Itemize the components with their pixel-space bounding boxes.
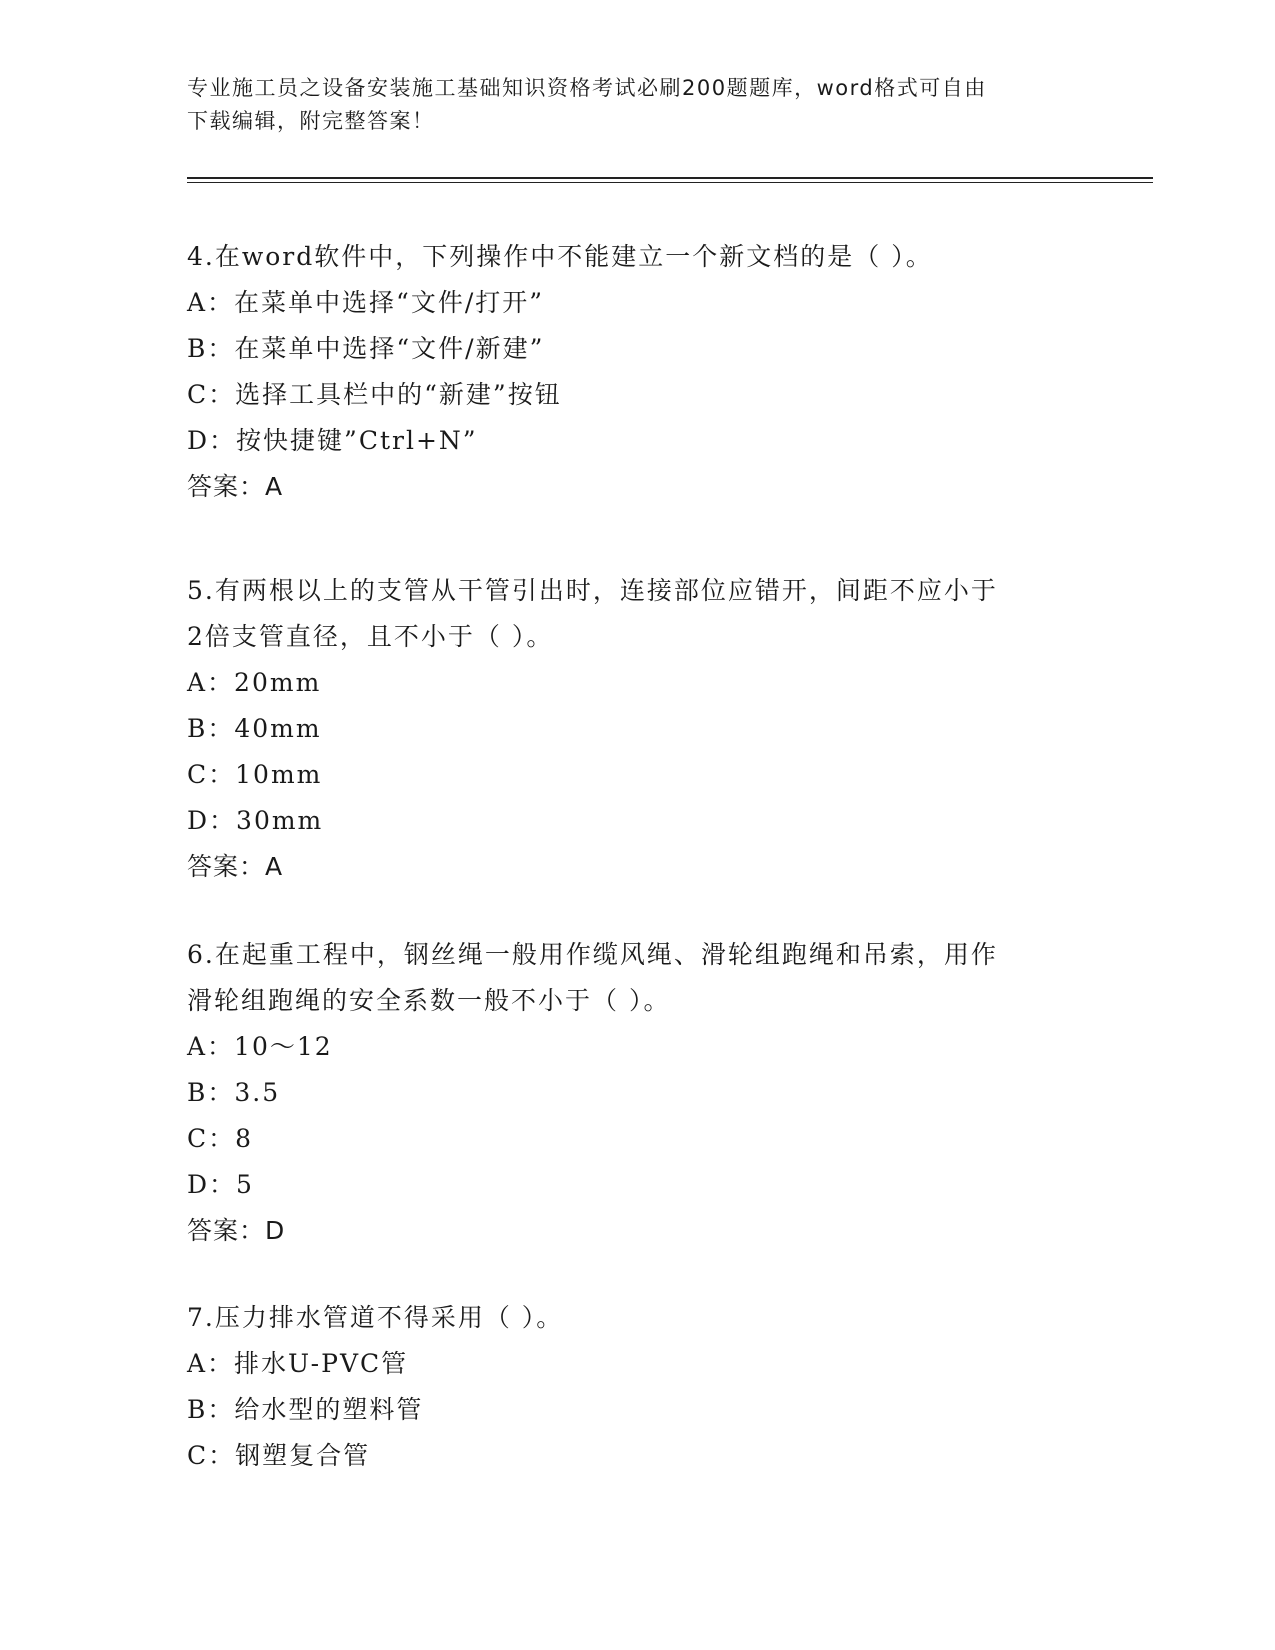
answer: 答案：A	[187, 472, 284, 501]
option-b: B：在菜单中选择“文件/新建”	[187, 334, 545, 363]
question-stem-line-1: 5.有两根以上的支管从干管引出时，连接部位应错开，间距不应小于	[187, 576, 998, 605]
option-a: A：10～12	[187, 1032, 333, 1061]
option-d: D：按快捷键”Ctrl+N”	[187, 426, 478, 455]
header-line-2: 下载编辑，附完整答案！	[187, 109, 435, 133]
option-c: C：钢塑复合管	[187, 1441, 371, 1470]
option-a: A：排水U-PVC管	[187, 1349, 409, 1378]
question-stem-line-2: 2倍支管直径，且不小于（ ）。	[187, 622, 554, 651]
option-c: C：10mm	[187, 760, 323, 789]
option-b: B：给水型的塑料管	[187, 1395, 424, 1424]
option-b: B：3.5	[187, 1078, 281, 1107]
question-stem-line-2: 滑轮组跑绳的安全系数一般不小于（ ）。	[187, 986, 671, 1015]
option-d: D：30mm	[187, 806, 324, 835]
option-c: C：8	[187, 1124, 254, 1153]
option-a: A：20mm	[187, 668, 322, 697]
question-4	[187, 234, 1087, 510]
option-b: B：40mm	[187, 714, 322, 743]
document-header	[187, 72, 1087, 138]
question-7	[187, 1295, 1087, 1479]
question-stem: 4.在word软件中，下列操作中不能建立一个新文档的是（ ）。	[187, 242, 933, 271]
question-stem: 7.压力排水管道不得采用（ ）。	[187, 1303, 564, 1332]
answer: 答案：A	[187, 852, 284, 881]
header-divider-thin	[187, 182, 1153, 183]
option-c: C：选择工具栏中的“新建”按钮	[187, 380, 562, 409]
question-stem-line-1: 6.在起重工程中，钢丝绳一般用作缆风绳、滑轮组跑绳和吊索，用作	[187, 940, 998, 969]
answer: 答案：D	[187, 1216, 286, 1245]
question-5	[187, 568, 1087, 890]
header-line-1: 专业施工员之设备安装施工基础知识资格考试必刷200题题库，word格式可自由	[187, 76, 987, 100]
question-6	[187, 932, 1087, 1254]
option-a: A：在菜单中选择“文件/打开”	[187, 288, 545, 317]
option-d: D：5	[187, 1170, 254, 1199]
header-divider-thick	[187, 177, 1153, 179]
